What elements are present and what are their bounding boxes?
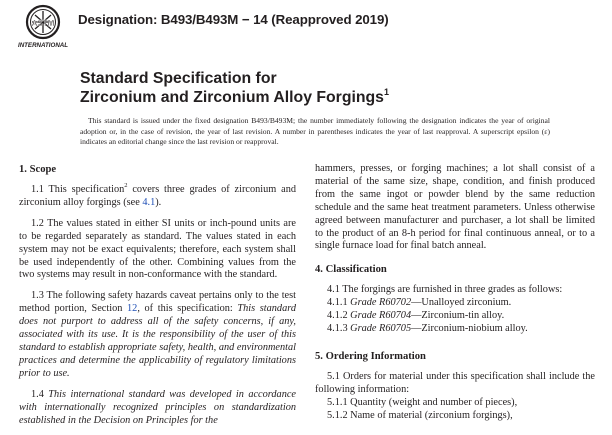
right-column xyxy=(315,163,595,423)
ordering-item: 5.1.1 Quantity (weight and number of pieces), xyxy=(327,396,518,408)
grade-item: 4.1.3 Grade R60705—Zirconium-niobium alloy. xyxy=(327,323,528,335)
issuance-note: This standard is issued under the fixed designation B493/B493M; the number immediately following the designation indicates the year of original adoption or, in the case of revision, the year of last revision. A number in parentheses indicates the year of last reapproval. A superscript epsilon (ε) indicates an editorial change since the last revision or reapproval. xyxy=(80,116,550,146)
logo-top-text: ASTM xyxy=(31,19,55,28)
ordering-item: 5.1.2 Name of material (zirconium forgings), xyxy=(327,409,513,421)
ordering-5-1: 5.1 Orders for material under this specification shall include the following information: xyxy=(315,370,595,395)
classification-heading: 4. Classification xyxy=(315,264,387,276)
classification-4-1: 4.1 The forgings are furnished in three grades as follows: xyxy=(327,284,563,296)
title-line-1: Standard Specification for xyxy=(80,70,277,87)
designation: Designation: B493/B493M − 14 (Reapproved 2019) xyxy=(78,12,389,27)
title-footnote-mark: 1 xyxy=(383,87,389,97)
scope-1-2: 1.2 The values stated in either SI units or inch-pound units are to be regarded separately as standard. The values stated in each system may not be exact equivalents; therefore, each system shall be used independently of the other. Combining values from the two systems may result in non-conformance with the standard. xyxy=(19,217,296,281)
grade-item: 4.1.1 Grade R60702—Unalloyed zirconium. xyxy=(327,297,512,309)
link-4-1[interactable]: 4.1 xyxy=(142,196,156,208)
title-block xyxy=(80,69,389,107)
scope-heading: 1. Scope xyxy=(19,164,57,175)
scope-1-3: 1.3 The following safety hazards caveat pertains only to the test method portion, Section 12, of this specification: This standard does not purport to address all of the safety concerns, if any, associated with its use. It is the responsibility of the user of this standard to establish appropriate safety, health, and environmental practices and determine the applicability of regulatory limitations prior to use. xyxy=(19,290,296,379)
grade-item: 4.1.2 Grade R60704—Zirconium-tin alloy. xyxy=(327,310,505,322)
scope-1-4: 1.4 This international standard was developed in accordance with internationally recognized principles on standardization established in the Decision on Principles for the xyxy=(19,388,296,426)
logo-bottom-text: INTERNATIONAL xyxy=(18,42,68,49)
lot-definition-continued: hammers, presses, or forging machines; a lot shall consist of a material of the same size, shape, condition, and finish produced from the same ingot or powder blend by the same reduction schedule and the same heat treatment parameters. Unless otherwise agreed between manufacturer and purchaser, a lot shall be limited to the product of an 8-h period for final continuous anneal, or to a single furnace load for final batch anneal. xyxy=(315,163,595,252)
link-12[interactable]: 12 xyxy=(127,303,138,315)
scope-1-1: 1.1 This specification$^2$ covers three grades of zirconium and zirconium alloy forgings (see 4.1). xyxy=(19,182,297,208)
left-column xyxy=(19,163,296,435)
ordering-heading: 5. Ordering Information xyxy=(315,350,426,362)
title-line-2: Zirconium and Zirconium Alloy Forgings$^1$ xyxy=(80,87,389,106)
astm-logo-icon xyxy=(18,4,68,50)
